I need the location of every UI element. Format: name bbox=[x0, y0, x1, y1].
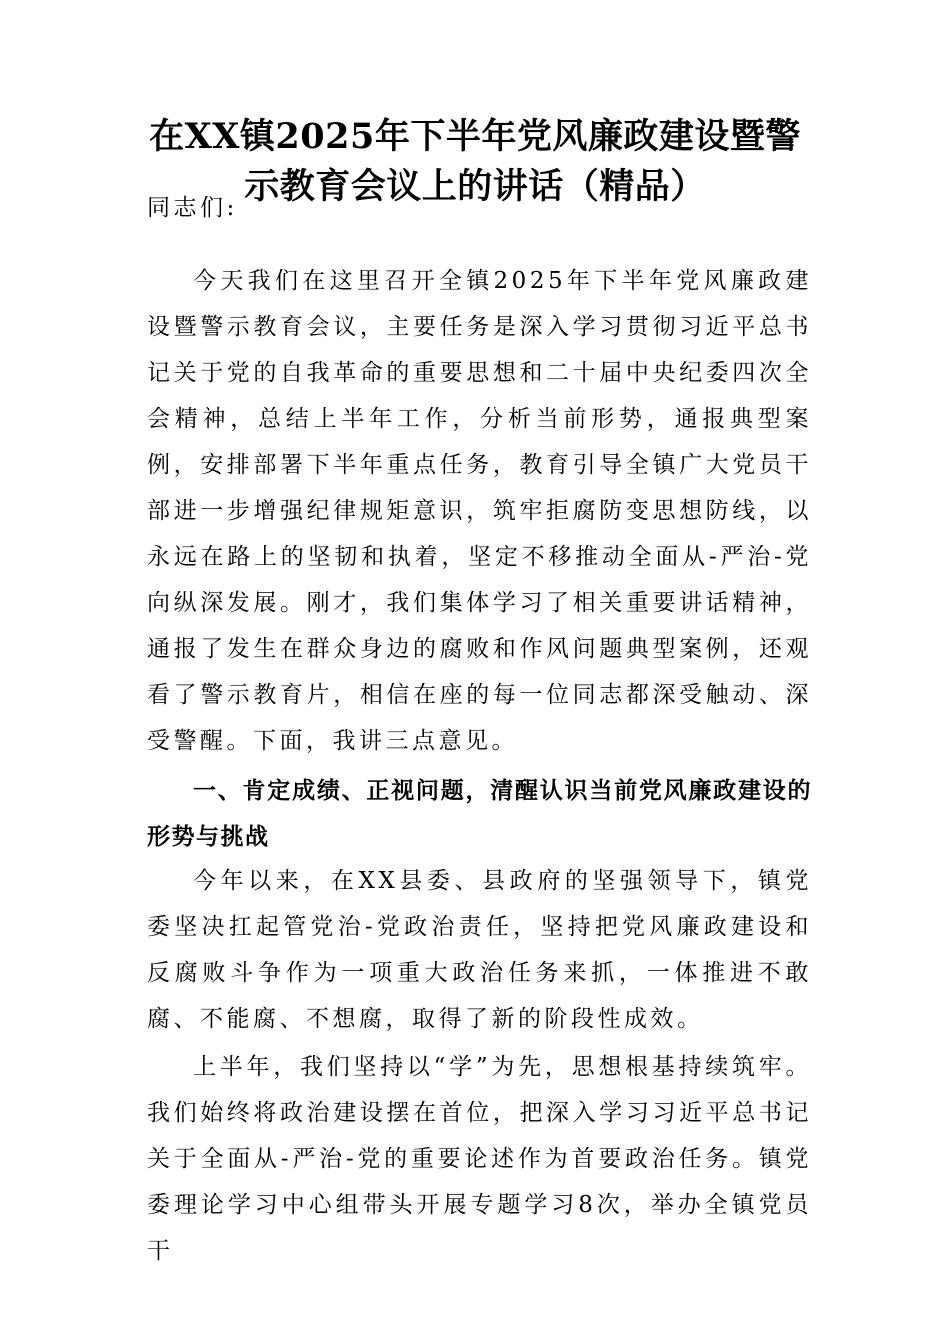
title-line-2: 示教育会议上的讲话（精品） bbox=[244, 166, 706, 207]
salutation: 同志们: bbox=[147, 195, 238, 221]
section1-paragraph-1: 今年以来，在XX县委、县政府的坚强领导下，镇党委坚决扛起管党治-党政治责任，坚持把党风廉政建设和反腐败斗争作为一项重大政治任务来抓，一体推进不敢腐、不能腐、不想腐，取得了新的阶段性成效。 bbox=[147, 868, 812, 1032]
section-heading-1: 一、肯定成绩、正视问题，清醒认识当前党风廉政建设的形势与挑战 bbox=[147, 778, 812, 850]
title-line-1: 在XX镇2025年下半年党风廉政建设暨警 bbox=[149, 116, 801, 157]
section1-paragraph-2: 上半年，我们坚持以“学”为先，思想根基持续筑牢。我们始终将政治建设摆在首位，把深入学习习近平总书记关于全面从-严治-党的重要论述作为首要政治任务。镇党委理论学习中心组带头开展专题学习8次，举办全镇党员干 bbox=[147, 1054, 812, 1264]
intro-paragraph: 今天我们在这里召开全镇2025年下半年党风廉政建设暨警示教育会议，主要任务是深入学习贯彻习近平总书记关于党的自我革命的重要思想和二十届中央纪委四次全会精神，总结上半年工作，分析当前形势，通报典型案例，安排部署下半年重点任务，教育引导全镇广大党员干部进一步增强纪律规矩意识，筑牢拒腐防变思想防线，以永远在路上的坚韧和执着，坚定不移推动全面从-严治-党向纵深发展。刚才，我们集体学习了相关重要讲话精神，通报了发生在群众身边的腐败和作风问题典型案例，还观看了警示教育片，相信在座的每一位同志都深受触动、深受警醒。下面，我讲三点意见。 bbox=[147, 268, 812, 754]
